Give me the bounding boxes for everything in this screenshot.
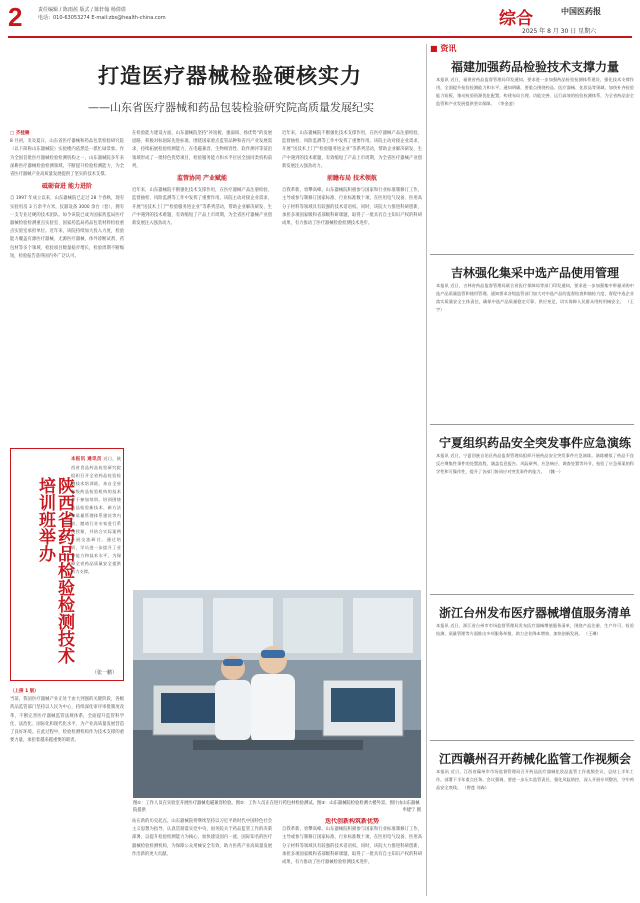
brief-body: 本报讯 近日，宁夏回族自治区药品监督管理局组织开展药品安全突发事件应急演练。演练模拟了药品不良反应聚集性事件的处置流程，涵盖信息报告、风险研判、应急响应、调查处置等环节，检验了应急预案的科学性和可操作性，提升了各部门协同应对突发事件的能力。 [436,453,634,474]
side-feature-byline: 本报讯 通讯员 [71,457,102,462]
contact-line: 电话：010-63053274 E-mail:zbs@health-china.com [38,15,166,21]
brief-text [436,768,634,896]
page-header [0,0,640,38]
section-heading: 砥砺奋进 能力进阶 [41,183,93,191]
paragraph: 当前，我国医疗器械产业正处于由大到强的关键阶段，各级药品监管部门坚持以人民为中心，持续深化审评审批制度改革，不断完善医疗器械监管法规体系，全面提升监管科学化、法治化、国际化和现代化水平，为产业高质量发展营造了良好环境。在此过程中，检验检测机构作为技术支撑的重要力量，承担着越来越重要的职责。 [10,697,124,744]
brief-body: 本报讯 近日，浙江省台州市市场监督管理局发布医疗器械增值服务清单，围绕产品注册、生产许可、检验检测、质量管理等方面推出多项服务举措，助力企业降本增效、加快创新发展。 [436,623,634,636]
lab-scene-illustration [133,590,421,798]
section-title: 综合 [499,9,533,29]
editor-info [38,6,168,22]
paragraph: 近年来，山东器械院不断强化技术支撑作用，在医疗器械产品注册检验、监督抽检、风险监测等工作中发挥了重要作用。该院主动对接企业需求，开展“送技术上门”“检验服务进企业”等系列活动，帮助企业解决研发、生产中遇到的技术难题，有效缩短了产品上市周期，为全省医疗器械产业创新发展注入强劲动力。 [132,188,272,227]
brief-author: （曾莲 刘森） [462,785,489,790]
brief-author: （王琳） [583,631,601,636]
brief-title: 吉林强化集采中选产品使用管理 [450,266,619,280]
article-column-3 [282,130,422,585]
subheadline: ——山东省医疗器械和药品包装检验研究院高质量发展纪实 [88,101,374,114]
issue-date: 2025 年 8 月 30 日 星期六 [522,28,597,35]
brief-author: （魏一） [546,469,563,474]
article-column-1 [10,130,124,442]
paragraph: 自 1997 年成立以来，山东器械院已走过 28 个春秋，现有实验用房 3 万余平方米，仪器设备 3000 余台（套），拥有一支专业过硬的技术团队。如今该院已成为国家药监局医疗器械检验检测重点实验室、国家药监局药品包装材料检验重点实验室承担单位。近年来，该院持续加大投入力度，检验能力覆盖有源医疗器械、无源医疗器械、体外诊断试剂、药包材等多个领域，检验项目数量稳步增长，检验周期不断缩短，检验报告获得国内外广泛认可。 [10,196,124,259]
paragraph: 在检验能力建设方面，山东器械院坚持“补短板、强弱项、扬优势”的发展思路，积极对标国际先进标准，围绕国家重点监管品种和省内产业发展需求，持续拓展检验检测能力，在电磁兼容、生物相容性、软件测评等前沿领域形成了一批特色优势项目，检验服务能力和水平位居全国同类机构前列。 [132,131,272,169]
section-heading: 前瞻布局 技术领航 [326,175,378,183]
side-feature-author: （张一鹏） [91,670,117,676]
news-brief-label-text: 资讯 [440,44,457,53]
brief-body: 本报讯 近日，吉林省药品监督管理局联合省医疗保障局等部门印发通知，要求进一步加强集中带量采购中选产品质量监管和使用管理。通知要求各级监管部门加大对中选产品的监督检查和抽检力度，督促中选企业落实质量安全主体责任，确保中选产品质量稳定可靠、供应充足，切实保障人民群众用药用械安全。 [436,283,634,304]
brief-author: （王宇） [436,299,634,312]
brief-title: 宁夏组织药品安全突发事件应急演练 [438,436,631,450]
brief-author: （李金凌） [495,101,517,106]
brief-divider [430,254,634,255]
paragraph: 自我革新，勇攀高峰。山东器械院积极参与国家和行业标准制修订工作，主导或参与制修订国家标准、行业标准数十项，在医用电气设备、医用高分子材料等领域具有较强的技术话语权。同时，该院大力推进科研创新，承担多项国家级和省部级科研课题，取得了一批具有自主知识产权的科研成果，有力推动了医疗器械检验检测技术进步。 [282,827,422,866]
photo-caption [133,801,421,814]
section-heading: 监管协同 产业赋能 [176,175,228,183]
side-feature-title: 陕西省药品检验检测技术培训班举办 [35,477,74,664]
paragraph: 近年来，山东器械院不断强化技术支撑作用，在医疗器械产品注册检验、监督抽检、风险监测等工作中发挥了重要作用。该院主动对接企业需求，开展“送技术上门”“检验服务进企业”等系列活动，帮助企业解决研发、生产中遇到的技术难题，有效缩短了产品上市周期，为全省医疗器械产业创新发展注入强劲动力。 [282,131,422,169]
section-heading: 迭代创新构筑新优势 [324,818,379,825]
headline: 打造医疗器械检验硬核实力 [98,63,362,88]
brief-text [436,282,634,418]
side-feature-body: 近日，陕西省食品药品检验研究院组织召开全省药品检验检测技术培训班。来自全省各级药品检验机构的技术骨干参加培训。培训围绕药品检验新技术、新方法和质量管理体系建设等内容，邀请行业专家进行系统授课，并结合实际案例开展交流研讨。通过培训，学员进一步提升了业务能力和技术水平，为保障全省药品质量安全提供有力支撑。 [71,456,121,574]
brief-text [436,452,634,588]
paragraph: 站在新的历史起点，山东器械院将继续坚持以习近平新时代中国特色社会主义思想为指导，认真贯彻落实党中央、国务院关于药品监管工作的决策部署，以提升检验检测能力为核心，加快建设国内一流、国际知名的医疗器械检验检测机构，为保障公众用械安全有效、助力医药产业高质量发展作出新的更大贡献。 [132,819,272,857]
photo-credit: 申建宁 摄 [402,807,421,813]
brief-text [436,76,634,248]
brief-title: 江西赣州召开药械化监管工作视频会 [438,752,631,766]
article-column-5 [282,818,422,898]
brief-divider [430,594,634,595]
news-brief-label: ■ 资讯 [430,44,457,53]
newspaper-logo: 中国医药报 [561,6,601,16]
article-column-4 [132,818,272,898]
brief-divider [430,740,634,741]
caption-text: 图①：工作人员在实验室开展医疗器械电磁兼容检验。图②：工作人员正在进行药包材检验测试。图③：山东器械院检验检测大楼外景。图片由山东器械院提供 [133,801,420,813]
paragraph: 自我革新，勇攀高峰。山东器械院积极参与国家和行业标准制修订工作，主导或参与制修订国家标准、行业标准数十项，在医用电气设备、医用高分子材料等领域具有较强的技术话语权。同时，该院大力推进科研创新，承担多项国家级和省部级科研课题，取得了一批具有自主知识产权的科研成果，有力推动了医疗器械检验检测技术进步。 [282,188,422,227]
paragraph: 8 月初，炎炎夏日，山东省医疗器械和药品包装检验研究院（以下简称山东器械院）实验楼内依然是一派忙碌景象。作为全国首批医疗器械检验检测机构之一，山东器械院多年来深耕医疗器械检验检测领域，不断提升检验检测能力，为全省医疗器械产业高质量发展提供了坚实的技术支撑。 [10,139,124,178]
header-divider [8,36,632,38]
brief-text [436,622,634,734]
continued-byline: （上接 1 版） [10,689,39,694]
page-number: 2 [8,2,23,32]
column-divider [426,44,427,896]
side-feature-text [71,455,121,677]
byline: □ 齐桂楠 [10,131,30,136]
brief-body: 本报讯 近日，福建省药品监督管理局印发通知，要求进一步加强药品检验检测体系建设，强化技术支撑作用，全面提升检验检测能力和水平。通知明确，要重点围绕药品、医疗器械、化妆品等领域，加快补齐检验能力短板，推动检验资源优化配置，构建布局合理、功能完善、运行高效的检验检测体系，为全省药品安全监管和产业发展提供坚实保障。 [436,77,634,106]
brief-body: 本报讯 近日，江西省赣州市市场监督管理局召开药品医疗器械化妆品监管工作视频会议，总结上半年工作，部署下半年重点任务。会议强调，要进一步压实监管责任，强化风险防控，深入开展专项整治，守牢药品安全底线。 [436,769,634,790]
editor-line: 责任编辑 / 陈雨茜 版式 / 陈轩翰 杨倩倩 [38,7,126,13]
brief-title: 浙江台州发布医疗器械增值服务清单 [438,606,631,620]
lower-left-column [10,688,124,896]
brief-title: 福建加强药品检验技术支撑力量 [450,60,619,74]
brief-divider [430,424,634,425]
article-column-2 [132,130,272,585]
article-photo [133,590,421,798]
side-feature-box [10,448,124,681]
